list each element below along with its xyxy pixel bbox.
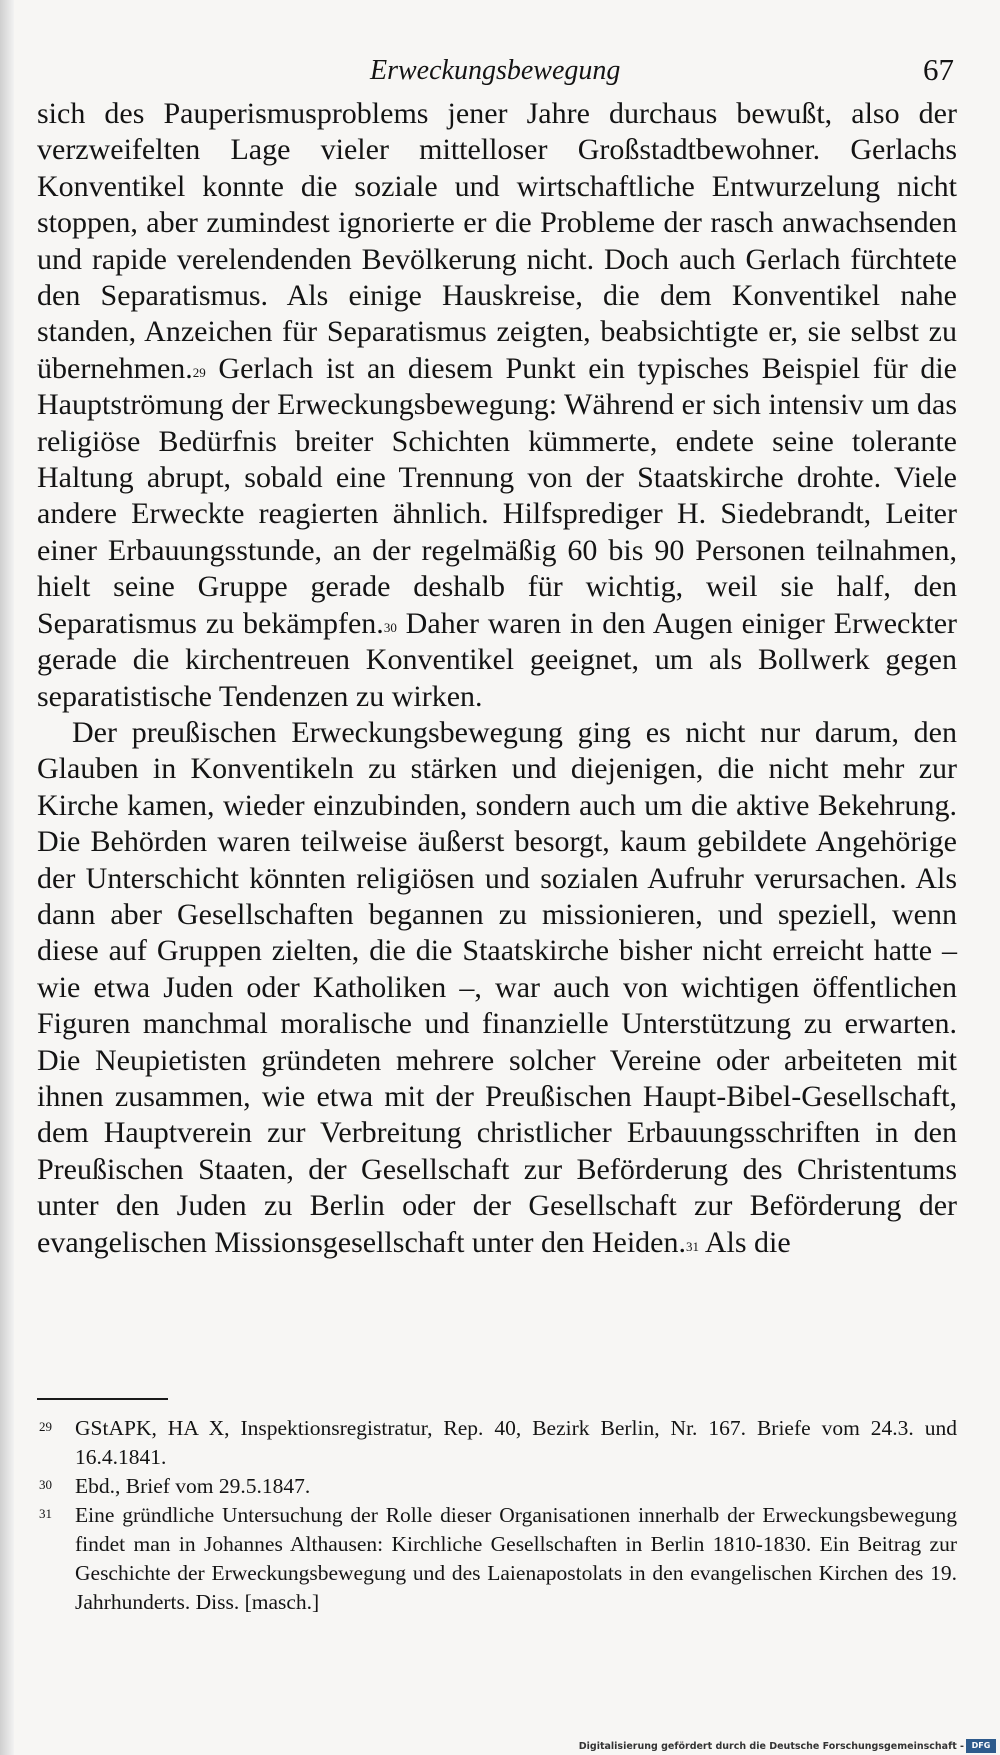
- main-text: [37, 96, 957, 1261]
- footnote-number: 31: [39, 1506, 52, 1521]
- running-title: Erweckungsbewegung: [370, 55, 621, 86]
- footnote-text: GStAPK, HA X, Inspektionsregistratur, Rep. 40, Bezirk Berlin, Nr. 167. Briefe vom 24.3. und 16.4.1841.: [75, 1416, 957, 1469]
- footnote-30: [37, 1472, 957, 1501]
- page-header: [0, 52, 1000, 92]
- footnote-ref-29[interactable]: 29: [192, 364, 206, 380]
- paragraph-1-text-c: Daher waren in den Augen einiger Erweckter gerade die kirchentreuen Konventikel geeignet, um als Bollwerk gegen separatistische Tendenzen zu wirken.: [37, 606, 958, 713]
- footnote-number: 29: [39, 1419, 52, 1434]
- footnote-ref-31[interactable]: 31: [685, 1238, 699, 1254]
- footnote-31: [37, 1501, 957, 1617]
- paragraph-1-text-b: Gerlach ist an diesem Punkt ein typisches Beispiel für die Hauptströmung der Erweckungsbewegung: Während er sich intensiv um das religiöse Bedürfnis breiter Schichten kümmerte, endete seine tolerante Haltung abrupt, sobald eine Trennung von der Staatskirche drohte. Viele andere Erweckte reagierten ähnlich. Hilfsprediger H. Siedebrandt, Leiter einer Erbauungsstunde, an der regelmäßig 60 bis 90 Personen teilnahmen, hielt seine Gruppe gerade deshalb für wichtig, weil sie half, den Separatismus zu bekämpfen.: [37, 351, 957, 640]
- footnote-ref-30[interactable]: 30: [383, 619, 397, 635]
- page-gutter-shadow: [0, 0, 14, 1755]
- footnotes: [37, 1414, 957, 1617]
- paragraph-2: [37, 715, 957, 1261]
- footnote-text: Eine gründliche Untersuchung der Rolle dieser Organisationen innerhalb der Erweckungsbewegung findet man in Johannes Althausen: Kirchliche Gesellschaften in Berlin 1810-1830. Ein Beitrag zur Geschichte der Erweckungsbewegung und des Laienapostolats in den evangelischen Kirchen des 19. Jahrhunderts. Diss. [masch.]: [75, 1503, 957, 1614]
- paragraph-1-text-a: sich des Pauperismusproblems jener Jahre durchaus bewußt, also der verzweifelten Lage vieler mittelloser Großstadtbewohner. Gerlachs Konventikel konnte die soziale und wirtschaftliche Entwurzelung nicht stoppen, aber zumindest ignorierte er die Probleme der rasch anwachsenden und rapide verelendenden Bevölkerung nicht. Doch auch Gerlach fürchtete den Separatismus. Als einige Hauskreise, die dem Konventikel nahe standen, Anzeichen für Separatismus zeigten, beabsichtigte er, sie selbst zu übernehmen.: [37, 97, 957, 385]
- digitization-credit: Digitalisierung gefördert durch die Deutsche Forschungsgemeinschaft -: [578, 1741, 964, 1752]
- footnote-text: Ebd., Brief vom 29.5.1847.: [75, 1474, 311, 1498]
- dfg-logo: DFG: [966, 1739, 996, 1753]
- footnote-number: 30: [39, 1477, 52, 1492]
- paragraph-1: [37, 96, 957, 715]
- footnote-separator: [37, 1398, 168, 1400]
- footnote-29: [37, 1414, 957, 1472]
- paragraph-2-text-b: Als die: [698, 1225, 791, 1259]
- page-number: 67: [923, 52, 954, 87]
- paragraph-2-text-a: Der preußischen Erweckungsbewegung ging es nicht nur darum, den Glauben in Konventikeln zu stärken und diejenigen, die nicht mehr zur Kirche kamen, wieder einzubinden, sondern auch um die aktive Bekehrung. Die Behörden waren teilweise äußerst besorgt, kaum gebildete Angehörige der Unterschicht könnten religiösen und sozialen Aufruhr verursachen. Als dann aber Gesellschaften begannen zu missionieren, und speziell, wenn diese auf Gruppen zielten, die die Staatskirche bisher nicht erreicht hatte – wie etwa Juden oder Katholiken –, war auch von wichtigen öffentlichen Figuren manchmal moralische und finanzielle Unterstützung zu erwarten. Die Neupietisten gründeten mehrere solcher Vereine oder arbeiteten mit ihnen zusammen, wie etwa mit der Preußischen Haupt-Bibel-Gesellschaft, dem Hauptverein zur Verbreitung christlicher Erbauungsschriften in den Preußischen Staaten, der Gesellschaft zur Beförderung des Christentums unter den Juden zu Berlin oder der Gesellschaft zur Beförderung der evangelischen Missionsgesellschaft unter den Heiden.: [37, 715, 957, 1259]
